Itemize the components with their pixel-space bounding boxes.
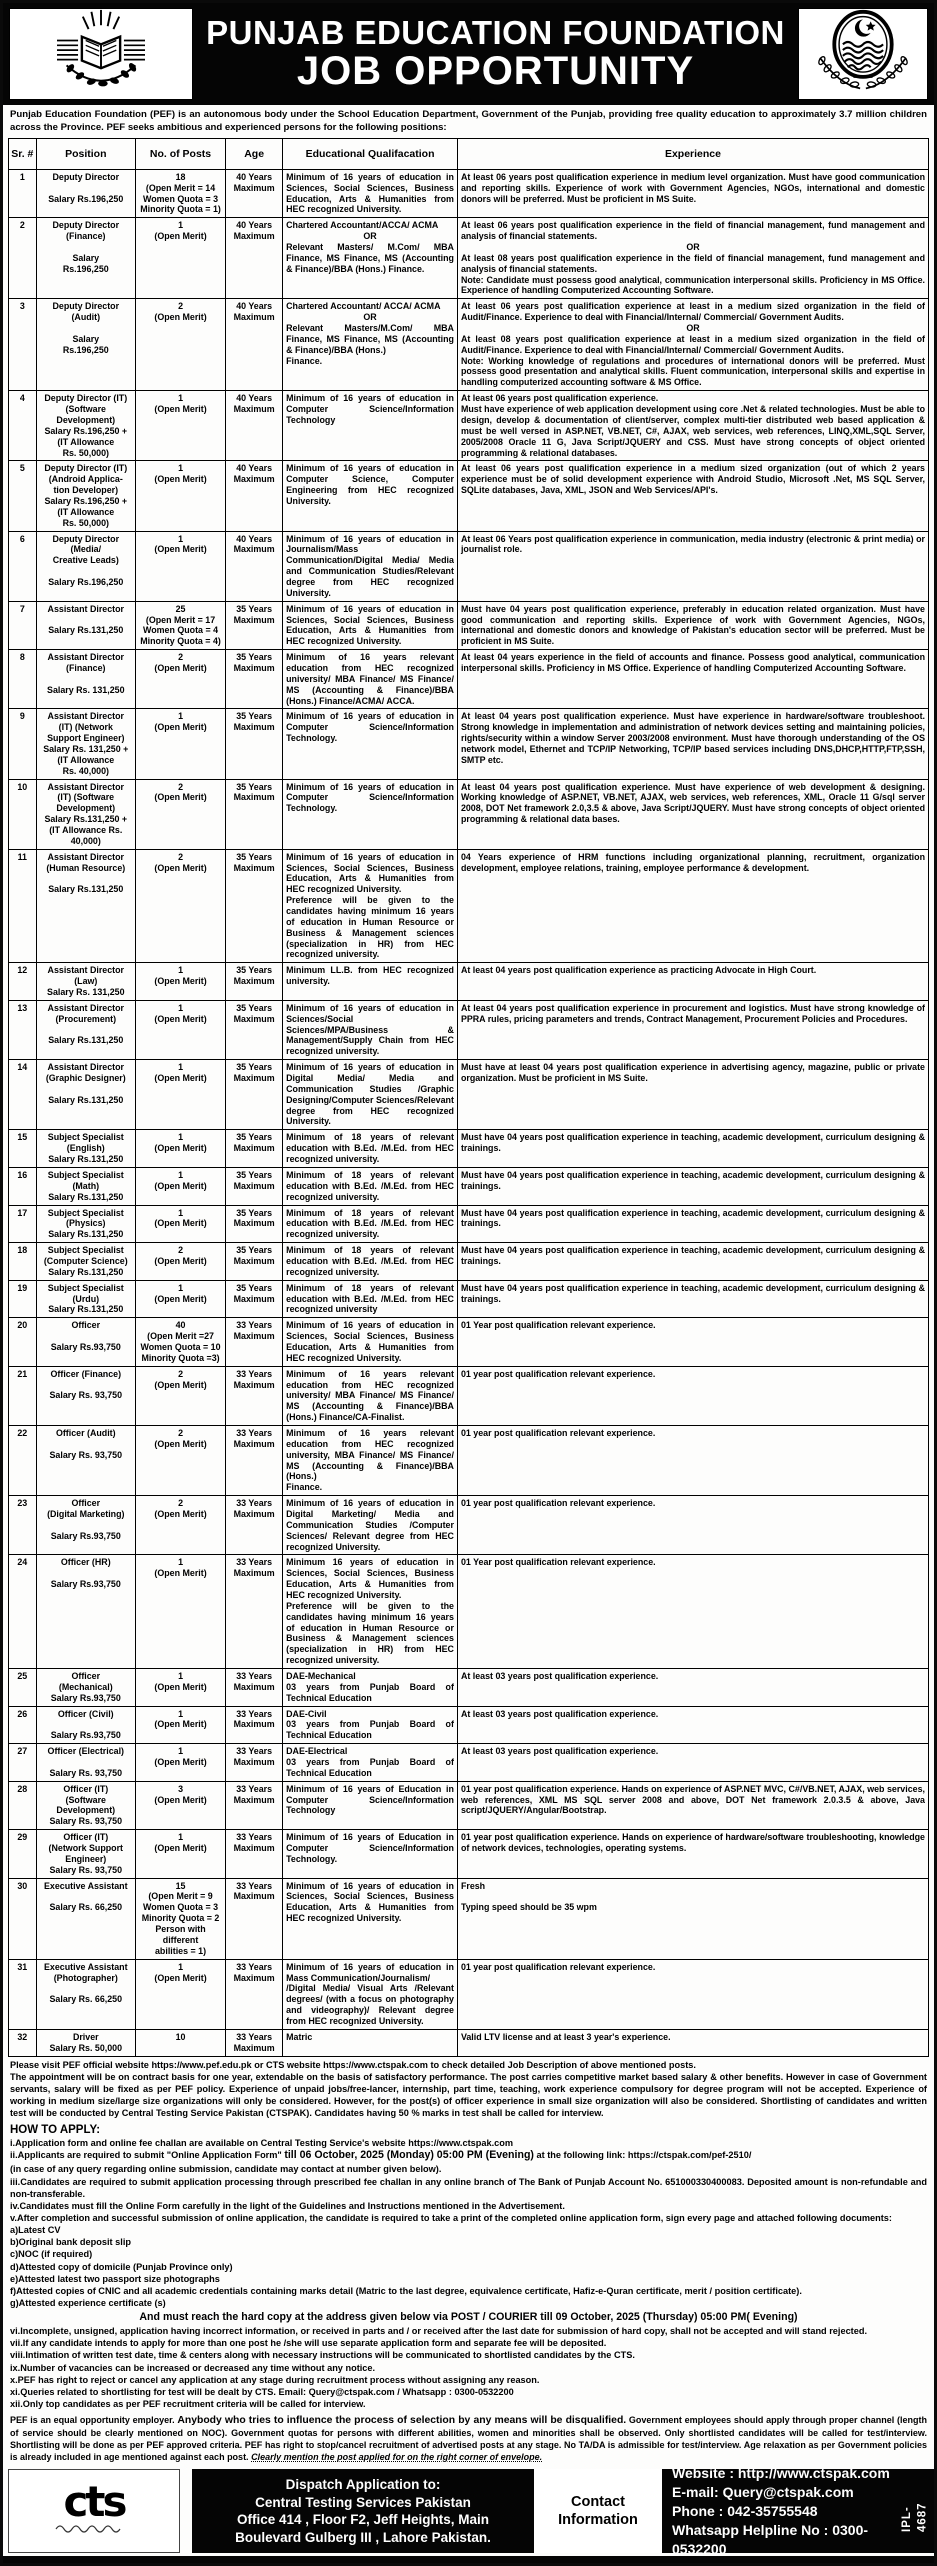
cell-age: 40 Years Maximum	[226, 461, 283, 531]
cell-sr: 21	[9, 1366, 37, 1425]
note-terms: The appointment will be on contract basis for one year, extendable on the basis of satisfactory performance. The post carries competitive market based salary & other benefits. However in case of Government servants, salary will be fixed as per PEF policy. Experience of unpaid jobs/free-lancer, internship, part time, teaching, work experience compulsory for degree program will not be accepted. Experience of working in medium size/large size organizations will only be considered. However, for the post(s) of officer experience in small size organization will also be considered. Shortlisting of candidates and written test will be conducted by Central Testing Service Pakistan (CTSPAK). Candidates having 50 % marks in test shall be called for interview.	[10, 2072, 927, 2119]
apply-item-ii-note: (in case of any query regarding online submission, candidate may contact at number given below).	[10, 2164, 442, 2175]
col-header-posts: No. of Posts	[135, 138, 225, 169]
cell-exp: At least 06 years post qualification experience in a medium sized organization (out of which 2 years experience must be of solid development experience with Android Studio, Microsoft .Net, MS SQL Server, SQLite databases, Java, XML, JSON and Web Services/API's.	[457, 461, 928, 531]
cell-age: 35 Years Maximum	[226, 1060, 283, 1130]
cell-position: Assistant Director (Procurement) Salary Rs.131,250	[36, 1000, 135, 1059]
positions-table	[8, 138, 929, 2057]
required-document-item: g)Attested experience certificate (s)	[10, 2297, 166, 2308]
cell-position: Executive Assistant Salary Rs. 66,250	[36, 1878, 135, 1959]
cell-qual: Minimum of 16 years of education in Sciences, Social Sciences, Business Education, Arts & Humanities from HEC recognized University.	[283, 1318, 458, 1366]
table-row	[9, 1318, 929, 1366]
cell-exp: Must have 04 years post qualification experience, preferably in education related organization. Must have good communication and reporting skills. Experience of work with Government Agencies, NGOs, international and domestic donors and knowledge of Pakistan's education sector will be preferred. Must be proficient in MS Suite.	[457, 601, 928, 649]
cell-qual: Chartered Accountant/ACCA/ ACMA OR Relevant Masters/ M.Com/ MBA Finance, MS Finance, MS (Accounting & Finance)/BBA (Hons.) Finance.	[283, 218, 458, 299]
table-header-row	[9, 138, 929, 169]
punjab-government-crest-icon	[808, 8, 918, 101]
cell-exp: 01 year post qualification experience. Hands on experience of hardware/software troubleshooting, knowledge of network devices, technologies, operating systems.	[457, 1830, 928, 1878]
apply-item-v: v.After completion and successful submission of online application, the candidate is required to take a print of the completed online application form, sign every page and attached following documents:	[10, 2212, 892, 2223]
cell-position: Officer (Digital Marketing) Salary Rs.93,750	[36, 1496, 135, 1555]
cell-qual: Minimum of 16 years of education in Sciences/Social Sciences/MPA/Business & Management/Supply Chain from HEC recognized university.	[283, 1000, 458, 1059]
cell-age: 35 Years Maximum	[226, 1130, 283, 1168]
table-row	[9, 779, 929, 849]
cell-posts: 40 (Open Merit =27 Women Quota = 10 Minority Quota =3)	[135, 1318, 225, 1366]
cell-age: 40 Years Maximum	[226, 169, 283, 217]
apply-item: vii.If any candidate intends to apply for more than one post he /she will use separate application form and separate fee will be deposited.	[10, 2338, 607, 2349]
cell-posts: 1 (Open Merit)	[135, 709, 225, 779]
table-row	[9, 391, 929, 461]
cell-posts: 1 (Open Merit)	[135, 1130, 225, 1168]
required-document-item: e)Attested latest two passport size photographs	[10, 2273, 220, 2284]
cell-sr: 11	[9, 849, 37, 963]
table-row	[9, 299, 929, 391]
cell-position: Deputy Director (Finance) Salary Rs.196,250	[36, 218, 135, 299]
cell-position: Driver Salary Rs. 50,000	[36, 2029, 135, 2056]
table-row	[9, 1000, 929, 1059]
cell-qual: Minimum of 18 years of relevant education with B.Ed. /M.Ed. from HEC recognized university.	[283, 1205, 458, 1243]
table-row	[9, 601, 929, 649]
cell-posts: 2 (Open Merit)	[135, 779, 225, 849]
cell-age: 35 Years Maximum	[226, 1167, 283, 1205]
cell-position: Assistant Director (Human Resource) Salary Rs.131,250	[36, 849, 135, 963]
cell-sr: 16	[9, 1167, 37, 1205]
cell-age: 35 Years Maximum	[226, 963, 283, 1001]
col-header-qualification: Educational Qualifacation	[283, 138, 458, 169]
cell-sr: 5	[9, 461, 37, 531]
how-to-apply-section	[3, 2121, 934, 2410]
cell-qual: Minimum of 18 years of relevant education with B.Ed. /M.Ed. from HEC recognized university.	[283, 1167, 458, 1205]
cell-age: 33 Years Maximum	[226, 1669, 283, 1707]
cell-sr: 26	[9, 1706, 37, 1744]
table-row	[9, 1781, 929, 1829]
cell-position: Assistant Director (Graphic Designer) Salary Rs.131,250	[36, 1060, 135, 1130]
cell-sr: 22	[9, 1425, 37, 1495]
cell-exp: 01 year post qualification relevant experience.	[457, 1366, 928, 1425]
table-row	[9, 1959, 929, 2029]
cell-qual: Minimum of 18 years of relevant education with B.Ed. /M.Ed. from HEC recognized university.	[283, 1130, 458, 1168]
cell-posts: 1 (Open Merit)	[135, 1555, 225, 1669]
cell-sr: 9	[9, 709, 37, 779]
table-row	[9, 1555, 929, 1669]
cell-age: 33 Years Maximum	[226, 2029, 283, 2056]
cell-age: 40 Years Maximum	[226, 531, 283, 601]
cell-sr: 25	[9, 1669, 37, 1707]
cell-sr: 17	[9, 1205, 37, 1243]
cell-exp: Must have 04 years post qualification experience in teaching, academic development, curriculum designing & trainings.	[457, 1167, 928, 1205]
cell-exp: At least 06 years post qualification experience at least in a medium sized organization in the field of Audit/Finance. Experience to deal with Financial/Internal/ Commercial/ Government Audits. OR At least 08 years post qualification experience at least in a medium sized organization in the field of Audit/Finance. Experience to deal with Financial/Internal/ Commercial/ Government Audits. Note: Working knowledge of regulations and procedures of international donors will be preferred. Must possess good presentation and analytical skills. Fluent communication, interpersonal skills and expertise in handling computerized accounting software & MS Office.	[457, 299, 928, 391]
positions-table-wrap	[3, 138, 934, 2057]
cell-posts: 25 (Open Merit = 17 Women Quota = 4 Minority Quota = 4)	[135, 601, 225, 649]
dispatch-line1: Dispatch Application to:	[285, 2476, 441, 2492]
cell-qual: Minimum of 16 years of education in Sciences, Social Sciences, Business Education, Arts & Humanities from HEC recognized University.	[283, 169, 458, 217]
cell-exp: Valid LTV license and at least 3 year's experience.	[457, 2029, 928, 2056]
apply-item-i: i.Application form and online fee challan are available on Central Testing Service's website https://www.ctspak.com	[10, 2138, 514, 2149]
cell-posts: 10	[135, 2029, 225, 2056]
contact-label-line2: Information	[558, 2512, 638, 2529]
col-header-sr: Sr. #	[9, 138, 37, 169]
cell-sr: 14	[9, 1060, 37, 1130]
cts-logo-box	[8, 2469, 180, 2553]
final-note	[3, 2410, 934, 2465]
cell-qual: DAE-Electrical 03 years from Punjab Board of Technical Education	[283, 1744, 458, 1782]
cell-sr: 30	[9, 1878, 37, 1959]
cell-position: Deputy Director (Audit) Salary Rs.196,250	[36, 299, 135, 391]
footer	[3, 2465, 934, 2557]
apply-item: x.PEF has right to reject or cancel any application at any stage during recruitment process without assigning any reason.	[10, 2374, 540, 2385]
cell-sr: 18	[9, 1243, 37, 1281]
cell-age: 33 Years Maximum	[226, 1496, 283, 1555]
required-documents-list	[10, 2224, 927, 2309]
cell-posts: 1 (Open Merit)	[135, 1167, 225, 1205]
cell-sr: 31	[9, 1959, 37, 2029]
cell-qual: Minimum of 16 years of education in Computer Science/Information Technology.	[283, 779, 458, 849]
cell-posts: 2 (Open Merit)	[135, 650, 225, 709]
cell-exp: Fresh Typing speed should be 35 wpm	[457, 1878, 928, 1959]
required-document-item: b)Original bank deposit slip	[10, 2237, 131, 2248]
cell-sr: 20	[9, 1318, 37, 1366]
cell-posts: 2 (Open Merit)	[135, 849, 225, 963]
cell-sr: 4	[9, 391, 37, 461]
cell-age: 35 Years Maximum	[226, 601, 283, 649]
apply-item-ii	[10, 2149, 927, 2163]
note-websites: Please visit PEF official website https://www.pef.edu.pk or CTS website https://www.ctspak.com to check detailed Job Description of above mentioned posts.	[10, 2059, 696, 2070]
cell-qual: Minimum of 16 years of Education in Computer Science/Information Technology	[283, 1781, 458, 1829]
table-row	[9, 1496, 929, 1555]
cell-age: 35 Years Maximum	[226, 650, 283, 709]
cell-position: Officer Salary Rs.93,750	[36, 1318, 135, 1366]
cell-qual: Minimum of 16 years relevant education from HEC recognized university/ MBA Finance/ MS Finance/ MS (Accounting & Finance)/BBA (Hons.) Finance/CA-Finalist.	[283, 1366, 458, 1425]
pef-logo-icon	[53, 8, 149, 101]
required-document-item: a)Latest CV	[10, 2225, 61, 2236]
cell-sr: 10	[9, 779, 37, 849]
cell-exp: 01 year post qualification relevant experience.	[457, 1425, 928, 1495]
apply-items-after	[10, 2325, 927, 2410]
contact-label-line1: Contact	[571, 2494, 625, 2511]
table-row	[9, 2029, 929, 2056]
cell-posts: 1 (Open Merit)	[135, 1744, 225, 1782]
cell-posts: 1 (Open Merit)	[135, 218, 225, 299]
cell-sr: 28	[9, 1781, 37, 1829]
cell-position: Assistant Director (IT) (Network Support Engineer) Salary Rs. 131,250 + (IT Allowance Rs. 40,000)	[36, 709, 135, 779]
notes-after-table	[3, 2057, 934, 2122]
pef-logo-box	[9, 8, 193, 100]
apply-item: xi.Queries related to shortlisting for test will be dealt by CTS. Email: Query@ctspak.com / Whatsapp : 0300-0532200	[10, 2386, 514, 2397]
cell-qual: Minimum 16 years of education in Sciences, Social Sciences, Business Education, Arts & Humanities from HEC recognized University. Preference will be given to the candidates having minimum 16 years of education in Human Resource or Business & Management sciences (specialization in HR) from HEC recognized university.	[283, 1555, 458, 1669]
contact-details-box	[662, 2465, 934, 2557]
cell-qual: DAE-Mechanical 03 years from Punjab Board of Technical Education	[283, 1669, 458, 1707]
cell-position: Assistant Director Salary Rs.131,250	[36, 601, 135, 649]
cell-exp: At least 06 Years post qualification experience in communication, media industry (electronic & print media) or journalist role.	[457, 531, 928, 601]
table-row	[9, 1706, 929, 1744]
cell-posts: 1 (Open Merit)	[135, 1706, 225, 1744]
cell-exp: Must have 04 years post qualification experience in teaching, academic development, curriculum designing & trainings.	[457, 1243, 928, 1281]
table-row	[9, 461, 929, 531]
table-row	[9, 1243, 929, 1281]
table-row	[9, 849, 929, 963]
cell-posts: 1 (Open Merit)	[135, 531, 225, 601]
cell-posts: 1 (Open Merit)	[135, 461, 225, 531]
cell-exp: At least 04 years post qualification experience in procurement and logistics. Must have strong knowledge of PPRA rules, pricing parameters and trends, Contract Management, Procurement Policies and Procedures.	[457, 1000, 928, 1059]
table-row	[9, 1669, 929, 1707]
cell-position: Officer (HR) Salary Rs.93,750	[36, 1555, 135, 1669]
cell-age: 33 Years Maximum	[226, 1959, 283, 2029]
cell-qual: Chartered Accountant/ ACCA/ ACMA OR Relevant Masters/M.Com/ MBA Finance, MS Finance, MS (Accounting & Finance)/BBA (Hons.) Finance.	[283, 299, 458, 391]
cell-age: 35 Years Maximum	[226, 709, 283, 779]
cell-qual: Minimum of 16 years relevant education from HEC recognized university, MBA Finance/ MS Finance/ MS (Accounting & Finance)/BBA (Hons.) Finance.	[283, 1425, 458, 1495]
cell-qual: Minimum of 16 years of education in Mass Communication/Journalism/ /Digital Media/ Visual Arts /Relevant degrees/ (with a focus on photography and videography)/ Relevant degree from HEC recognized University.	[283, 1959, 458, 2029]
cell-exp: At least 03 years post qualification experience.	[457, 1706, 928, 1744]
cell-position: Subject Specialist (Math) Salary Rs.131,250	[36, 1167, 135, 1205]
cell-sr: 32	[9, 2029, 37, 2056]
cell-position: Executive Assistant (Photographer) Salary Rs. 66,250	[36, 1959, 135, 2029]
cell-age: 35 Years Maximum	[226, 849, 283, 963]
cell-sr: 3	[9, 299, 37, 391]
cell-position: Officer (Finance) Salary Rs. 93,750	[36, 1366, 135, 1425]
table-row	[9, 1060, 929, 1130]
cell-position: Subject Specialist (Computer Science) Salary Rs.131,250	[36, 1243, 135, 1281]
cell-sr: 23	[9, 1496, 37, 1555]
cell-exp: At least 03 years post qualification experience.	[457, 1669, 928, 1707]
cell-posts: 2 (Open Merit)	[135, 1366, 225, 1425]
cell-exp: At least 04 years post qualification experience. Must have experience of web development & designing. Working knowledge of ASP.NET, VB.NET, AJAX, web services, web references, XML, Oracle 11 G/sql server 2008, DOT Net framework 2.0,3.5 & above, Java Script/JQUERY. Must have strong concepts of object oriented programming & relational data bases.	[457, 779, 928, 849]
cell-posts: 1 (Open Merit)	[135, 1669, 225, 1707]
cell-posts: 1 (Open Merit)	[135, 1000, 225, 1059]
cell-position: Officer (Mechanical) Salary Rs.93,750	[36, 1669, 135, 1707]
cell-sr: 15	[9, 1130, 37, 1168]
table-row	[9, 1366, 929, 1425]
cell-sr: 1	[9, 169, 37, 217]
masthead-titles	[199, 8, 792, 100]
cell-qual: Minimum of 18 years of relevant education with B.Ed. /M.Ed. from HEC recognized university.	[283, 1243, 458, 1281]
dispatch-line2: Central Testing Services Pakistan	[255, 2494, 471, 2510]
cell-posts: 15 (Open Merit = 9 Women Quota = 3 Minority Quota = 2 Person with different abilities = 1)	[135, 1878, 225, 1959]
cell-posts: 2 (Open Merit)	[135, 1496, 225, 1555]
cell-position: Officer (Audit) Salary Rs. 93,750	[36, 1425, 135, 1495]
table-row	[9, 531, 929, 601]
cell-exp: At least 04 years post qualification experience as practicing Advocate in High Court.	[457, 963, 928, 1001]
cell-position: Deputy Director (Media/ Creative Leads) Salary Rs.196,250	[36, 531, 135, 601]
cts-logo-tagline	[54, 2520, 134, 2538]
page-title: PUNJAB EDUCATION FOUNDATION	[206, 13, 785, 51]
cell-exp: 01 year post qualification experience. Hands on experience of ASP.NET MVC, C#/VB.NET, AJAX, web services, web references, XML MS SQL server 2008 and above, DOT Net framework 2.0.3.5 & above, Java script/JQUERY/Angular/Bootstrap.	[457, 1781, 928, 1829]
cell-position: Deputy Director (IT) (Android Applica- tion Developer) Salary Rs.196,250 + (IT Allowance Rs. 50,000)	[36, 461, 135, 531]
apply-item: viii.Intimation of written test date, time & centers along with necessary instructions will be communicated to shortlisted candidates by the CTS.	[10, 2350, 635, 2361]
cell-exp: 01 year post qualification relevant experience.	[457, 1959, 928, 2029]
cell-position: Deputy Director Salary Rs.196,250	[36, 169, 135, 217]
cell-age: 40 Years Maximum	[226, 299, 283, 391]
apply-item: vi.Incomplete, unsigned, application having incorrect information, or received in parts and / or received after the last date for submission of hard copy, shall not be accepted and will stand rejected.	[10, 2326, 868, 2337]
cell-exp: At least 04 years experience in the field of accounts and finance. Possess good analytical, communication interpersonal skills. Proficiency in MS Office. Experience of handling Computerized Accounting Software.	[457, 650, 928, 709]
col-header-age: Age	[226, 138, 283, 169]
cell-age: 33 Years Maximum	[226, 1366, 283, 1425]
cell-posts: 1 (Open Merit)	[135, 1205, 225, 1243]
final-note-italic: Clearly mention the post applied for on the right corner of envelope.	[251, 2451, 543, 2462]
cell-position: Assistant Director (Law) Salary Rs. 131,250	[36, 963, 135, 1001]
hardcopy-deadline-line: And must reach the hard copy at the address given below via POST / COURIER till 09 October, 2025 (Thursday) 05:00 PM( Evening)	[139, 2311, 798, 2324]
cell-qual: Minimum of 16 years of education in Sciences, Social Sciences, Business Education, Arts & Humanities from HEC recognized University.	[283, 1878, 458, 1959]
cell-age: 33 Years Maximum	[226, 1830, 283, 1878]
ipl-code: IPL-4687	[900, 2502, 929, 2533]
cell-age: 33 Years Maximum	[226, 1878, 283, 1959]
cell-sr: 8	[9, 650, 37, 709]
required-document-item: c)NOC (if required)	[10, 2249, 93, 2260]
cell-exp: 04 Years experience of HRM functions including organizational planning, recruitment, organization development, employee relations, training, employee performance & development.	[457, 849, 928, 963]
cell-age: 40 Years Maximum	[226, 391, 283, 461]
page-subtitle: JOB OPPORTUNITY	[296, 49, 695, 94]
intro-paragraph: Punjab Education Foundation (PEF) is an autonomous body under the School Education Department, Government of the Punjab, providing free quality education to approximately 3.7 million children across the Province. PEF seeks ambitious and experienced persons for the following positions:	[10, 109, 927, 133]
table-row	[9, 1744, 929, 1782]
cell-qual: Minimum of 16 years of education in Computer Science/Information Technology	[283, 391, 458, 461]
cell-exp: At least 06 years post qualification experience in the field of financial management, fund management and analysis of financial statements. OR At least 08 years post qualification experience in the field of financial management, fund management and analysis of financial statements. Note: Candidate must possess good analytical, communication interpersonal skills. Proficiency in MS Office. Experience of handling Computerized Accounting Software.	[457, 218, 928, 299]
cell-exp: Must have at least 04 years post qualification experience in advertising agency, magazine, public or private organization. Must be proficient in MS Suite.	[457, 1060, 928, 1130]
table-row	[9, 1205, 929, 1243]
apply-item-ii-deadline: till 06 October, 2025 (Monday) 05:00 PM (Evening)	[284, 2149, 534, 2162]
cell-age: 33 Years Maximum	[226, 1706, 283, 1744]
required-document-item: f)Attested copies of CNIC and all academic credentials containing marks detail (Matric to the last degree, equivalence certificate, Hafiz-e-Quran certificate, merit / position certificate).	[10, 2285, 802, 2296]
cell-age: 33 Years Maximum	[226, 1318, 283, 1366]
punjab-crest-box	[798, 8, 928, 100]
cell-position: Officer (IT) (Software Development) Salary Rs. 93,750	[36, 1781, 135, 1829]
col-header-position: Position	[36, 138, 135, 169]
cell-exp: Must have 04 years post qualification experience in teaching, academic development, curriculum designing & trainings.	[457, 1280, 928, 1318]
contact-website: Website : http://www.ctspak.com	[672, 2465, 890, 2482]
table-row	[9, 1280, 929, 1318]
cts-logo: cts	[63, 2476, 125, 2526]
contact-whatsapp: Whatsapp Helpline No : 0300-0532200	[672, 2521, 869, 2557]
cell-qual: DAE-Civil 03 years from Punjab Board of Technical Education	[283, 1706, 458, 1744]
cell-exp: 01 year post qualification relevant experience.	[457, 1496, 928, 1555]
cell-position: Subject Specialist (English) Salary Rs.131,250	[36, 1130, 135, 1168]
table-row	[9, 1425, 929, 1495]
cell-age: 40 Years Maximum	[226, 218, 283, 299]
cell-posts: 1 (Open Merit)	[135, 1959, 225, 2029]
apply-item: ix.Number of vacancies can be increased or decreased any time without any notice.	[10, 2362, 376, 2373]
apply-item-ii-suffix: at the following link: https://ctspak.com/pef-2510/	[533, 2150, 752, 2161]
cell-posts: 2 (Open Merit)	[135, 1425, 225, 1495]
contact-information-label	[534, 2469, 662, 2553]
cell-qual: Minimum of 16 years of education in Sciences, Social Sciences, Business Education, Arts & Humanities from HEC recognized University. Preference will be given to the candidates having minimum 16 years of education in Human Resource or Business & Management sciences (specialization in HR) from HEC recognized university.	[283, 849, 458, 963]
cell-age: 33 Years Maximum	[226, 1781, 283, 1829]
cell-posts: 3 (Open Merit)	[135, 1781, 225, 1829]
cell-qual: Minimum of 16 years of education in Digital Marketing/ Media and Communication Studies /Computer Sciences/ Relevant degree from HEC recognized University.	[283, 1496, 458, 1555]
cell-position: Officer (Electrical) Salary Rs. 93,750	[36, 1744, 135, 1782]
cell-exp: 01 Year post qualification relevant experience.	[457, 1555, 928, 1669]
cell-qual: Minimum of 16 years relevant education from HEC recognized university/ MBA Finance/ MS Finance/ MS (Accounting & Finance)/BBA (Hons.) Finance/ACMA/ ACCA.	[283, 650, 458, 709]
required-document-item: d)Attested copy of domicile (Punjab Province only)	[10, 2261, 233, 2272]
contact-phone: Phone : 042-35755548	[672, 2502, 818, 2519]
cell-posts: 1 (Open Merit)	[135, 1280, 225, 1318]
cell-age: 33 Years Maximum	[226, 1555, 283, 1669]
table-row	[9, 218, 929, 299]
cell-position: Officer (IT) (Network Support Engineer) Salary Rs. 93,750	[36, 1830, 135, 1878]
cell-exp: At least 03 years post qualification experience.	[457, 1744, 928, 1782]
apply-item: xii.Only top candidates as per PEF recruitment criteria will be called for interview.	[10, 2398, 366, 2409]
table-row	[9, 1130, 929, 1168]
positions-table-body	[9, 169, 929, 2056]
cell-qual: Matric	[283, 2029, 458, 2056]
cell-age: 35 Years Maximum	[226, 1205, 283, 1243]
cell-age: 35 Years Maximum	[226, 1280, 283, 1318]
table-row	[9, 1878, 929, 1959]
cell-sr: 2	[9, 218, 37, 299]
col-header-experience: Experience	[457, 138, 928, 169]
dispatch-line3: Office 414 , Floor F2, Jeff Heights, Main	[236, 2512, 490, 2528]
cell-sr: 24	[9, 1555, 37, 1669]
cell-qual: Minimum of 16 years of education in Computer Science, Computer Engineering from HEC recognized University.	[283, 461, 458, 531]
cell-exp: At least 04 years post qualification experience. Must have experience in hardware/software troubleshoot. Strong knowledge in implementation and administration of network devices setting and maintaining policies, rights/security within a window Server 2003/2008 environment. Must have thorough understanding of the OS network model, Ethernet and TCP/IP Networking, TCP/IP based services including DNS,DHCP,HTTP,FTP,SSH, SMTP etc.	[457, 709, 928, 779]
table-row	[9, 1830, 929, 1878]
cell-exp: Must have 04 years post qualification experience in teaching, academic development, curriculum designing & trainings.	[457, 1130, 928, 1168]
dispatch-line4: Boulevard Gulberg III , Lahore Pakistan.	[235, 2530, 491, 2546]
cell-exp: At least 06 years post qualification experience in medium level organization. Must have good communication and reporting skills. Experience of work with Government Agencies, NGOs, international and domestic donors will be preferred. Must be proficient in MS Suite.	[457, 169, 928, 217]
cell-qual: Minimum of 16 years of Education in Computer Science/Information Technology.	[283, 1830, 458, 1878]
how-to-apply-heading: HOW TO APPLY:	[10, 2124, 101, 2137]
cell-qual: Minimum of 18 years of relevant education with B.Ed. /M.Ed. from HEC recognized university	[283, 1280, 458, 1318]
cell-qual: Minimum of 16 years of education in Computer Science/Information Technology.	[283, 709, 458, 779]
cell-posts: 18 (Open Merit = 14 Women Quota = 3 Minority Quota = 1)	[135, 169, 225, 217]
cell-posts: 2 (Open Merit)	[135, 1243, 225, 1281]
table-row	[9, 650, 929, 709]
cell-qual: Minimum LL.B. from HEC recognized university.	[283, 963, 458, 1001]
table-row	[9, 709, 929, 779]
cell-exp: At least 06 years post qualification experience. Must have experience of web application development using core .Net & related technologies. Must be able to design, develop & documentation of client/server, complex multi-tier distributed web based application & must be well versed in ASP.NET, VB.NET, C#, AJAX, web services, web references, LINQ,XML,SQL Server, 2005/2008 Oracle 11 G, Java Script/JQUERY and CSS. Must have strong concepts of object oriented programming & relational databases.	[457, 391, 928, 461]
cell-position: Deputy Director (IT) (Software Development) Salary Rs.196,250 + (IT Allowance Rs. 50,000)	[36, 391, 135, 461]
apply-item-iii: iii.Candidates are required to submit application processing through prescribed fee challan in any online branch of The Bank of Punjab Account No. 651000330400083. Deposited amount is non-refundable and non-transferable.	[10, 2176, 927, 2199]
cell-sr: 12	[9, 963, 37, 1001]
table-row	[9, 963, 929, 1001]
dispatch-address-box	[192, 2469, 534, 2553]
apply-item-ii-prefix: ii.Applicants are required to submit "Online Application Form"	[10, 2150, 285, 2161]
cell-posts: 1 (Open Merit)	[135, 963, 225, 1001]
final-note-normal1: PEF is an equal opportunity employer.	[10, 2415, 178, 2426]
cell-qual: Minimum of 16 years of education in Sciences, Social Sciences, Business Education, Arts & Humanities from HEC recognized University.	[283, 601, 458, 649]
cell-qual: Minimum of 16 years of education in Digital Media/ Media and Communication Studies /Graphic Designing/Computer Sciences/Relevant degree from HEC recognized University.	[283, 1060, 458, 1130]
cell-position: Subject Specialist (Urdu) Salary Rs.131,250	[36, 1280, 135, 1318]
cell-sr: 27	[9, 1744, 37, 1782]
table-row	[9, 1167, 929, 1205]
cell-sr: 6	[9, 531, 37, 601]
cell-posts: 1 (Open Merit)	[135, 391, 225, 461]
contact-email: E-mail: Query@ctspak.com	[672, 2484, 854, 2501]
cell-age: 35 Years Maximum	[226, 1243, 283, 1281]
cell-sr: 19	[9, 1280, 37, 1318]
cell-posts: 2 (Open Merit)	[135, 299, 225, 391]
cell-sr: 29	[9, 1830, 37, 1878]
cell-age: 33 Years Maximum	[226, 1425, 283, 1495]
cell-position: Assistant Director (Finance) Salary Rs. 131,250	[36, 650, 135, 709]
masthead	[3, 3, 934, 105]
cell-exp: Must have 04 years post qualification experience in teaching, academic development, curriculum designing & trainings.	[457, 1205, 928, 1243]
final-note-bold: Anybody who tries to influence the process of selection by any means will be disqualified.	[177, 2415, 627, 2427]
cell-qual: Minimum of 16 years of education in Journalism/Mass Communication/Digital Media/ Media and Communication Studies/Relevant degree from HEC recognized University.	[283, 531, 458, 601]
cell-sr: 7	[9, 601, 37, 649]
cell-sr: 13	[9, 1000, 37, 1059]
cell-age: 35 Years Maximum	[226, 779, 283, 849]
cell-age: 35 Years Maximum	[226, 1000, 283, 1059]
final-note-normal2: Government employees should apply through proper channel (length of service should be clearly mentioned on NOC). Government quotas for persons with different abilities, women and minorities shall be observed. Only shortlisted candidates will be called for test/interview. Shortlisting will be done as per PEF approved criteria. PEF has right to stop/cancel recruitment of advertised posts at any stage. No TA/DA is admissible for test/interview. Age relaxation as per Government policies is already included in age mentioned against each post.	[10, 2415, 927, 2462]
cell-exp: 01 Year post qualification relevant experience.	[457, 1318, 928, 1366]
cell-position: Subject Specialist (Physics) Salary Rs.131,250	[36, 1205, 135, 1243]
cell-age: 33 Years Maximum	[226, 1744, 283, 1782]
cell-posts: 1 (Open Merit)	[135, 1830, 225, 1878]
table-row	[9, 169, 929, 217]
apply-item-iv: iv.Candidates must fill the Online Form carefully in the light of the Guidelines and Instructions mentioned in the Advertisement.	[10, 2200, 565, 2211]
cell-posts: 1 (Open Merit)	[135, 1060, 225, 1130]
cell-position: Assistant Director (IT) (Software Development) Salary Rs.131,250 + (IT Allowance Rs. 40,000)	[36, 779, 135, 849]
cell-position: Officer (Civil) Salary Rs.93,750	[36, 1706, 135, 1744]
